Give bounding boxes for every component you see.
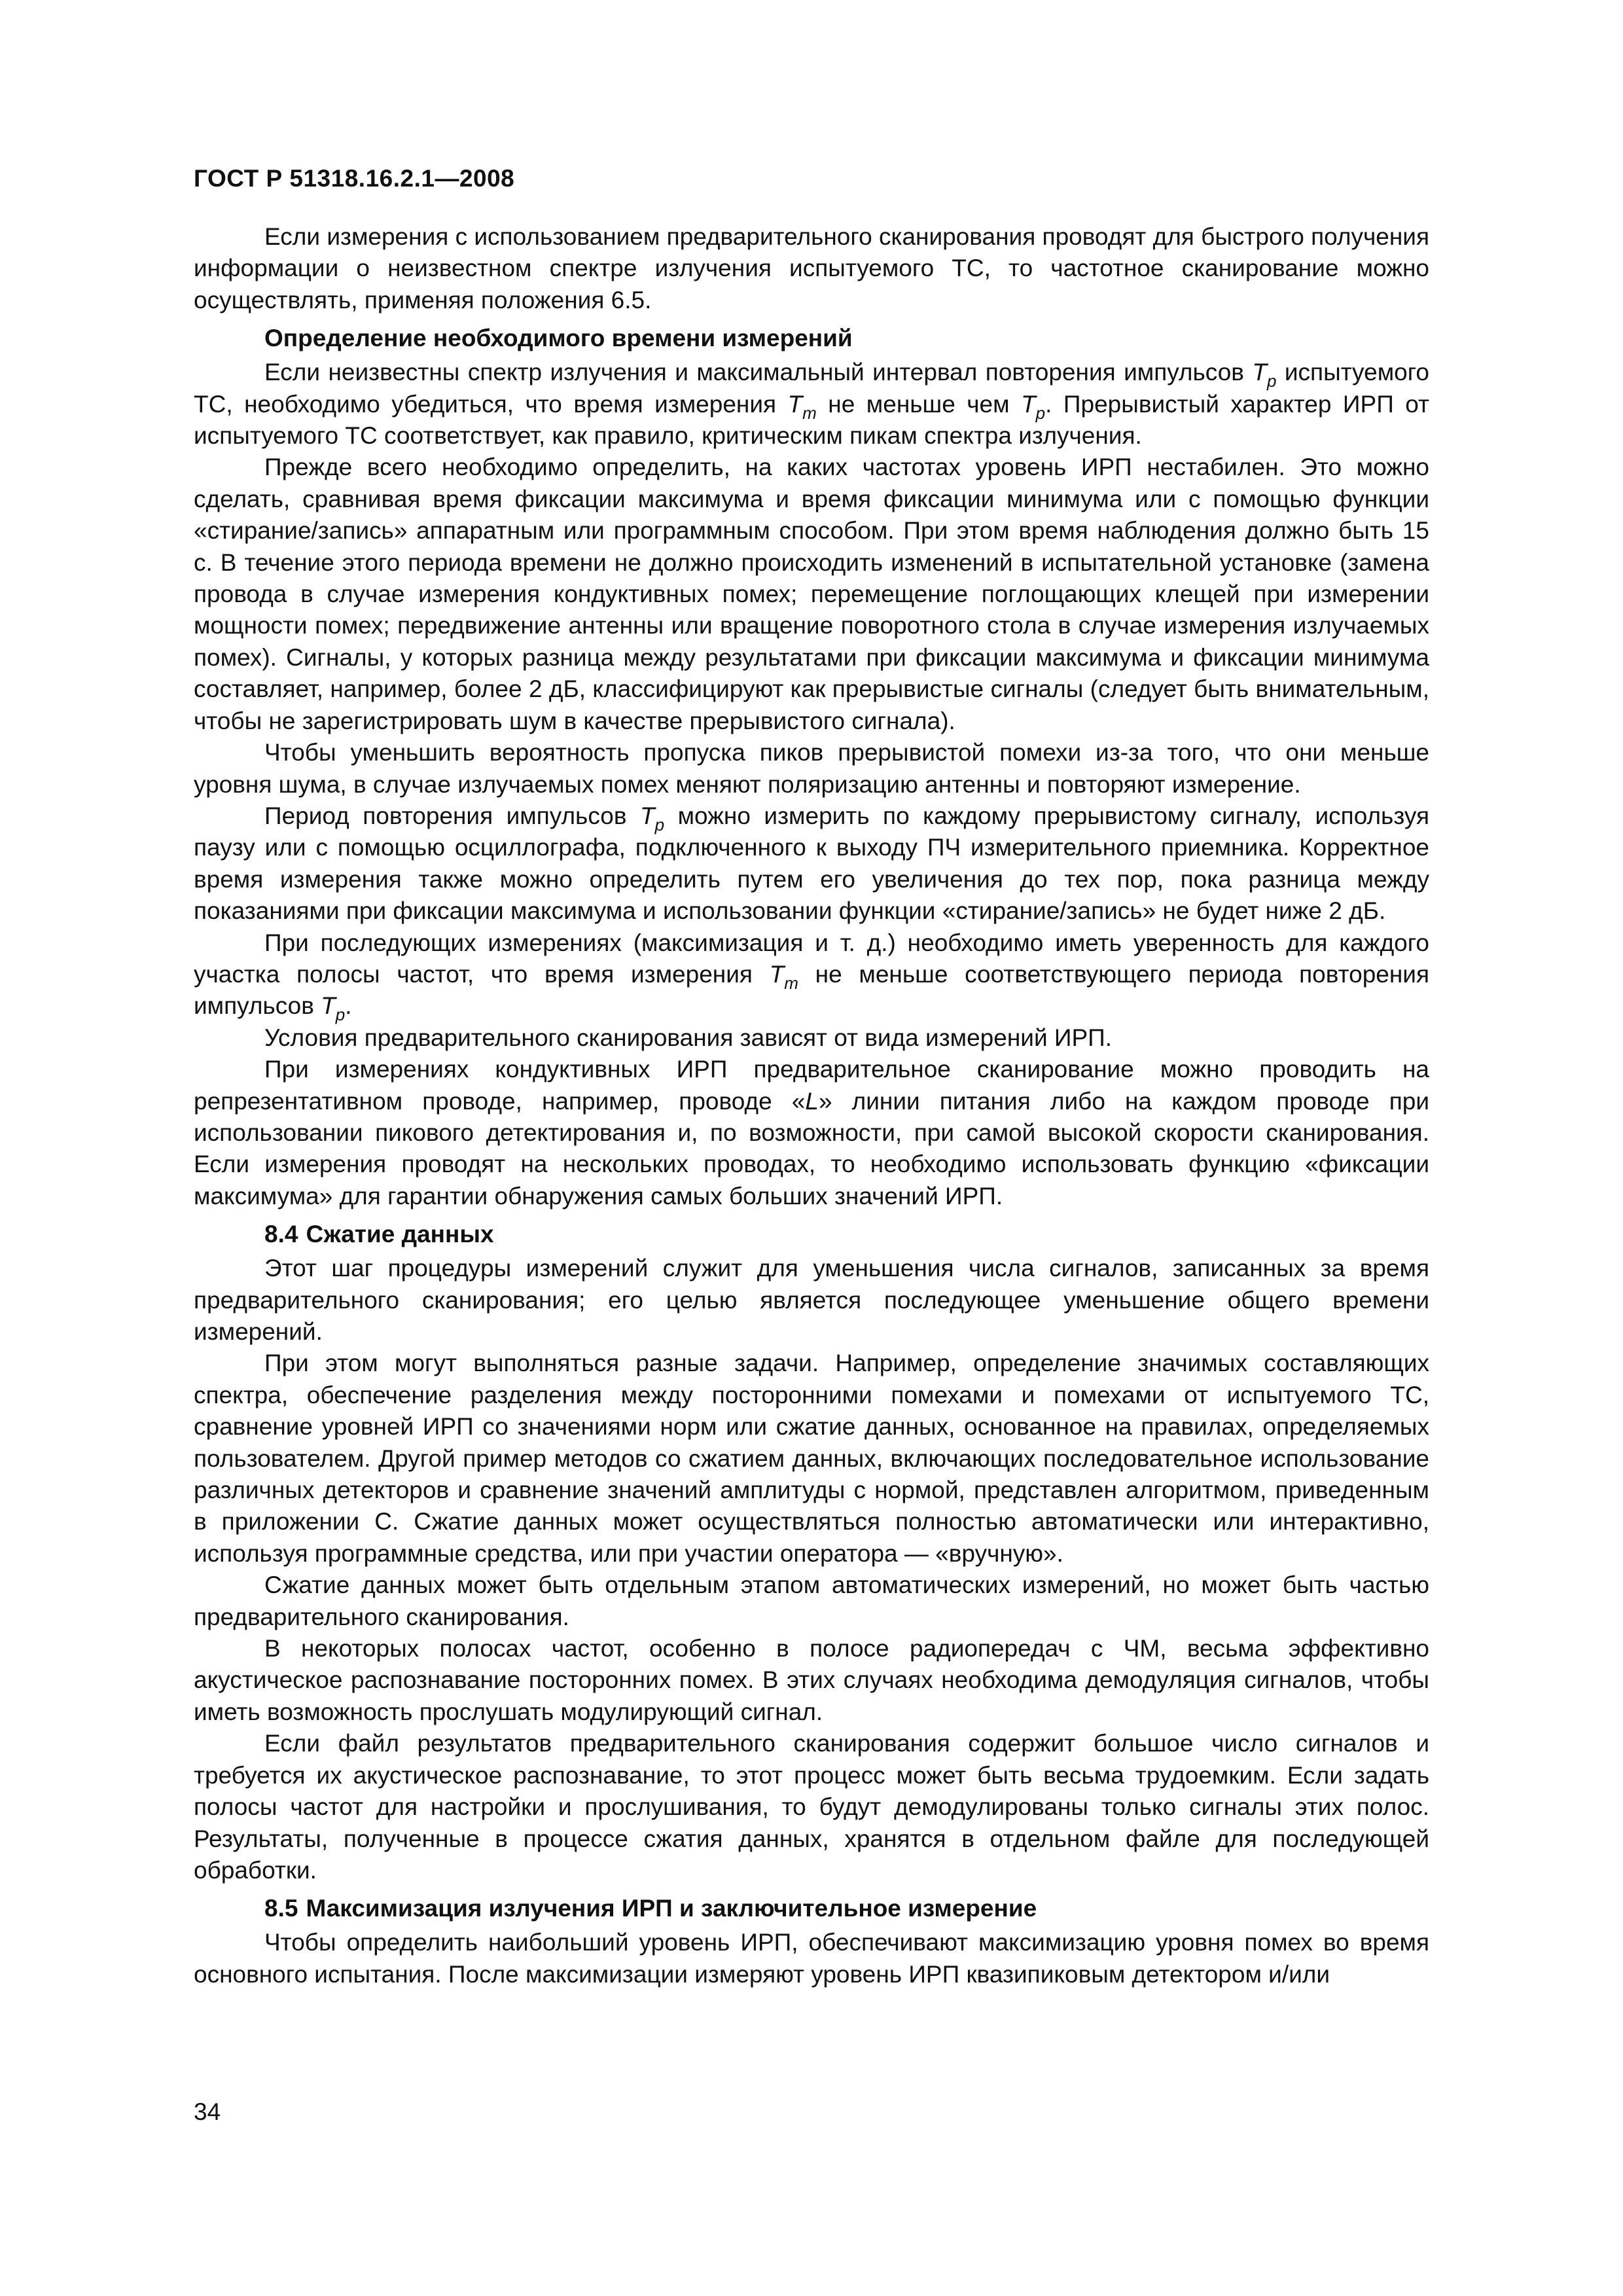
paragraph: При измерениях кондуктивных ИРП предварительное сканирование можно проводить на репрезентативном проводе, например, проводе «L» линии питания либо на каждом проводе при использовании пикового детектирования и, по возможности, при самой высокой скорости сканирования. Если измерения проводят на нескольких проводах, то необходимо использовать функцию «фиксации максимума» для гарантии обнаружения самых больших значений ИРП. [194,1056,1429,1210]
symbol-Tm: $T_m$ [769,960,798,993]
symbol-L: L [805,1087,819,1115]
section-heading-8-5: 8.5 Максимизация излучения ИРП и заключительное измерение [264,1895,1037,1922]
paragraph: Чтобы определить наибольший уровень ИРП, обеспечивают максимизацию уровня помех во время основного испытания. После максимизации измеряют уровень ИРП квазипиковым детектором и/или [194,1929,1429,1988]
paragraph: При последующих измерениях (максимизация и т. д.) необходимо иметь уверенность для каждого участка полосы частот, что время измерения $T_m$ не меньше соответствующего периода повторения импульсов $T_p$. [194,929,1429,1025]
symbol-Tm: $T_m$ [787,390,817,423]
symbol-Tp: $T_p$ [321,992,346,1025]
symbol-Tp: $T_p$ [1021,390,1046,423]
paragraph: Если неизвестны спектр излучения и максимальный интервал повторения импульсов $T_p$ испытуемого ТС, необходимо убедиться, что время измерения $T_m$ не меньше чем $T_p$. Прерывистый характер ИРП от испытуемого ТС соответствует, как правило, критическим пикам спектра излучения. [194,359,1429,450]
standard-designation: ГОСТ Р 51318.16.2.1—2008 [194,165,515,192]
symbol-Tp: $T_p$ [1252,359,1277,391]
paragraph: Прежде всего необходимо определить, на каких частотах уровень ИРП нестабилен. Это можно сделать, сравнивая время фиксации максимума и время фиксации минимума или с помощью функции «стирание/запись» аппаратным или программным способом. При этом время наблюдения должно быть 15 с. В течение этого периода времени не должно происходить изменений в испытательной установке (замена провода в случае измерения кондуктивных помех; перемещение поглощающих клещей при измерении мощности помех; передвижение антенны или вращение поворотного стола в случае измерения излучаемых помех). Сигналы, у которых разница между результатами при фиксации максимума и фиксации минимума составляет, например, более 2 дБ, классифицируют как прерывистые сигналы (следует быть внимательным, чтобы не зарегистрировать шум в качестве прерывистого сигнала). [194,454,1429,734]
page-number: 34 [194,2098,221,2125]
paragraph: Условия предварительного сканирования зависят от вида измерений ИРП. [264,1024,1113,1051]
paragraph: Если измерения с использованием предварительного сканирования проводят для быстрого получения информации о неизвестном спектре излучения испытуемого ТС, то частотное сканирование можно осуществлять, применяя положения 6.5. [194,223,1429,314]
paragraph: В некоторых полосах частот, особенно в полосе радиопередач с ЧМ, весьма эффективно акустическое распознавание посторонних помех. В этих случаях необходима демодуляция сигналов, чтобы иметь возможность прослушать модулирующий сигнал. [194,1635,1429,1725]
paragraph: Чтобы уменьшить вероятность пропуска пиков прерывистой помехи из-за того, что они меньше уровня шума, в случае излучаемых помех меняют поляризацию антенны и повторяют измерение. [194,739,1429,798]
subsection-heading: Определение необходимого времени измерений [264,325,853,352]
section-heading-8-4: 8.4 Сжатие данных [264,1221,494,1248]
paragraph: Сжатие данных может быть отдельным этапом автоматических измерений, но может быть частью предварительного сканирования. [194,1571,1429,1630]
symbol-Tp: $T_p$ [639,802,665,834]
page-body [194,221,1429,1990]
paragraph: Период повторения импульсов $T_p$ можно измерить по каждому прерывистому сигналу, используя паузу или с помощью осциллографа, подключенного к выходу ПЧ измерительного приемника. Корректное время измерения также можно определить путем его увеличения до тех пор, пока разница между показаниями при фиксации максимума и использовании функции «стирание/запись» не будет ниже 2 дБ. [194,802,1430,925]
paragraph: Если файл результатов предварительного сканирования содержит большое число сигналов и требуется их акустическое распознавание, то этот процесс может быть весьма трудоемким. Если задать полосы частот для настройки и прослушивания, то будут демодулированы только сигналы этих полос. Результаты, полученные в процессе сжатия данных, хранятся в отдельном файле для последующей обработки. [194,1730,1429,1884]
paragraph: Этот шаг процедуры измерений служит для уменьшения числа сигналов, записанных за время предварительного сканирования; его целью является последующее уменьшение общего времени измерений. [194,1255,1429,1345]
paragraph: При этом могут выполняться разные задачи. Например, определение значимых составляющих спектра, обеспечение разделения между посторонними помехами и помехами от испытуемого ТС, сравнение уровней ИРП со значениями норм или сжатие данных, основанное на правилах, определяемых пользователем. Другой пример методов со сжатием данных, включающих последовательное использование различных детекторов и сравнение значений амплитуды с нормой, представлен алгоритмом, приведенным в приложении С. Сжатие данных может осуществляться полностью автоматически или интерактивно, используя программные средства, или при участии оператора — «вручную». [194,1350,1429,1567]
